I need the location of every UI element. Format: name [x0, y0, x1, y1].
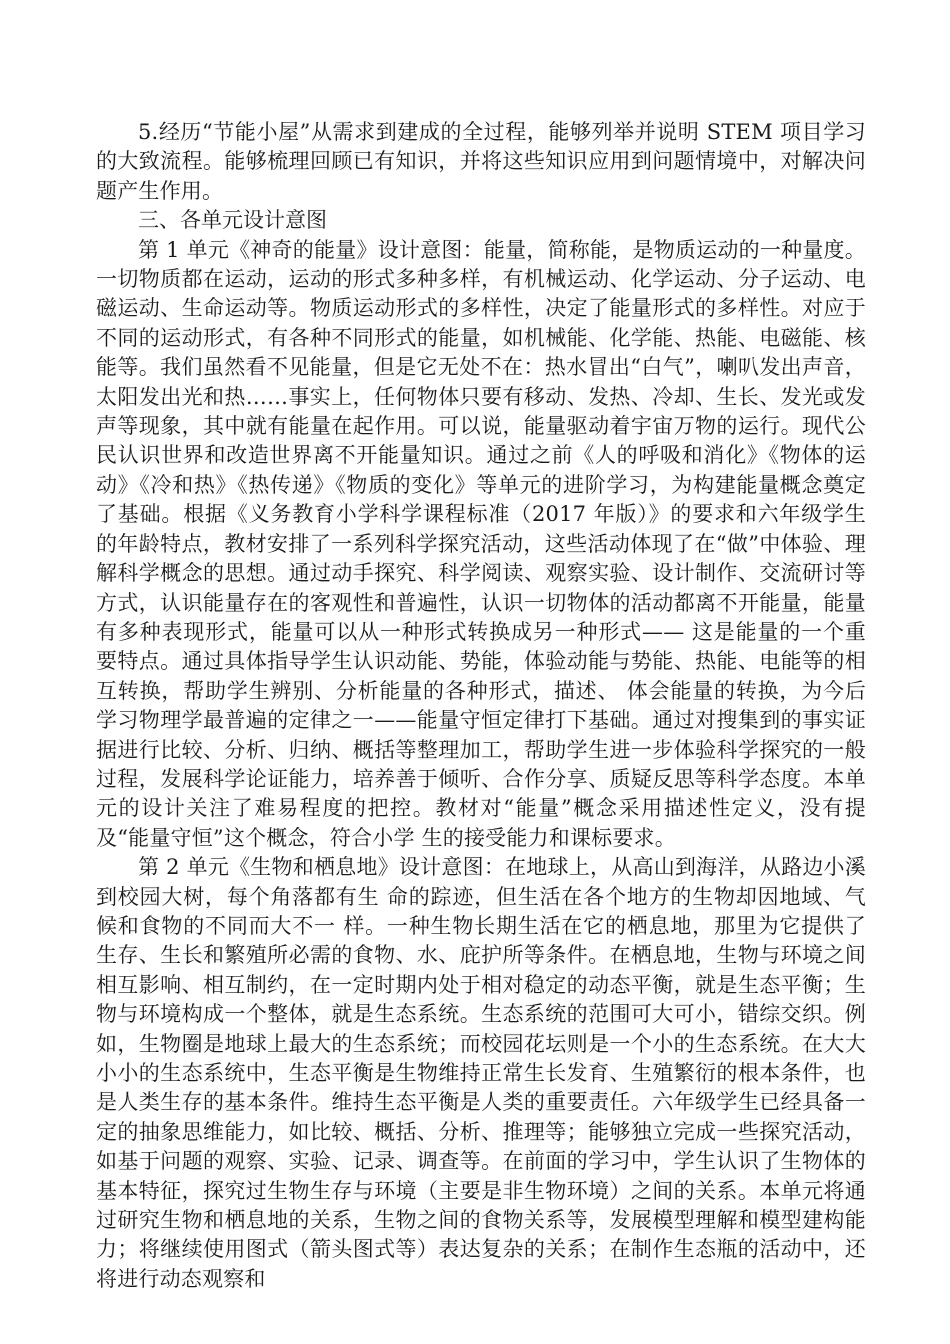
document-page: [96, 118, 866, 1294]
paragraph-unit-2-design: 第 2 单元《生物和栖息地》设计意图：在地球上，从高山到海洋，从路边小溪到校园大树，每个角落都有生 命的踪迹，但生活在各个地方的生物却因地域、气候和食物的不同而大不一 样。一种生物长期生活在它的栖息地，那里为它提供了生存、生长和繁殖所必需的食物、水、庇护所等条件。在栖息地，生物与环境之间相互影响、相互制约，在一定时期内处于相对稳定的动态平衡，就是生态平衡；生物与环境构成一个整体，就是生态系统。生态系统的范围可大可小，错综交织。例如，生物圈是地球上最大的生态系统；而校园花坛则是一个小的生态系统。在大大小小的生态系统中，生态平衡是生物维持正常生长发育、生殖繁衍的根本条件，也是人类生存的基本条件。维持生态平衡是人类的重要责任。六年级学生已经具备一定的抽象思维能力，如比较、概括、分析、推理等；能够独立完成一些探究活动，如基于问题的观察、实验、记录、调查等。在前面的学习中，学生认识了生物体的基本特征，探究过生物生存与环境（主要是非生物环境）之间的关系。本单元将通过研究生物和栖息地的关系，生物之间的食物关系等，发展模型理解和模型建构能力；将继续使用图式（箭头图式等）表达复杂的关系；在制作生态瓶的活动中，还将进行动态观察和: [96, 855, 866, 1291]
section-heading-unit-design: 三、各单元设计意图: [138, 208, 327, 233]
paragraph-stem-objective: 5.经历“节能小屋”从需求到建成的全过程，能够列举并说明 STEM 项目学习的大致流程。能够梳理回顾已有知识，并将这些知识应用到问题情境中，对解决问题产生作用。: [96, 120, 866, 203]
paragraph-unit-1-design: 第 1 单元《神奇的能量》设计意图：能量，简称能，是物质运动的一种量度。一切物质都在运动，运动的形式多种多样，有机械运动、化学运动、分子运动、电磁运动、生命运动等。物质运动形式的多样性，决定了能量形式的多样性。对应于不同的运动形式，有各种不同形式的能量，如机械能、化学能、热能、电磁能、核能等。我们虽然看不见能量，但是它无处不在：热水冒出“白气”，喇叭发出声音，太阳发出光和热……事实上，任何物体只要有移动、发热、冷却、生长、发光或发声等现象，其中就有能量在起作用。可以说，能量驱动着宇宙万物的运行。现代公民认识世界和改造世界离不开能量知识。通过之前《人的呼吸和消化》《物体的运动》《冷和热》《热传递》《物质的变化》等单元的进阶学习，为构建能量概念奠定了基础。根据《义务教育小学科学课程标准（2017 年版）》的要求和六年级学生的年龄特点，教材安排了一系列科学探究活动，这些活动体现了在“做”中体验、理解科学概念的思想。通过动手探究、科学阅读、观察实验、设计制作、交流研讨等方式，认识能量存在的客观性和普遍性，认识一切物体的活动都离不开能量，能量有多种表现形式，能量可以从一种形式转换成另一种形式—— 这是能量的一个重要特点。通过具体指导学生认识动能、势能，体验动能与势能、热能、电能等的相互转换，帮助学生辨别、分析能量的各种形式，描述、 体会能量的转换，为今后学习物理学最普遍的定律之一——能量守恒定律打下基础。通过对搜集到的事实证据进行比较、分析、归纳、概括等整理加工，帮助学生进一步体验科学探究的一般过程，发展科学论证能力，培养善于倾听、合作分享、质疑反思等科学态度。本单元的设计关注了难易程度的把控。教材对“能量”概念采用描述性定义，没有提及“能量守恒”这个概念，符合小学 生的接受能力和课标要求。: [96, 237, 866, 850]
